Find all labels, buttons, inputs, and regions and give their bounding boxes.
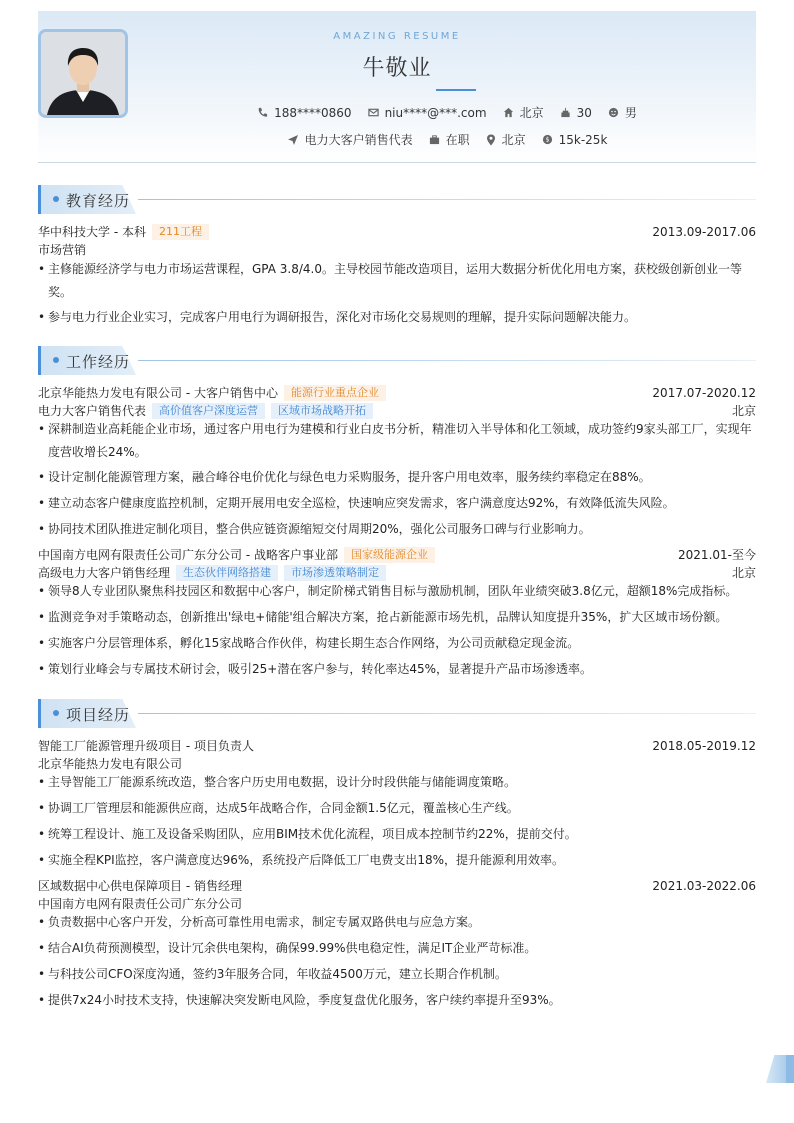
- briefcase-icon: [429, 134, 440, 145]
- age-icon: [560, 107, 571, 118]
- resume-tagline: AMAZING RESUME: [333, 31, 461, 42]
- list-item: • 实施客户分层管理体系，孵化15家战略合作伙伴，构建长期生态合作网络，为公司贡献稳定现金流。: [38, 635, 754, 652]
- school-name: 华中科技大学 - 本科: [38, 225, 146, 239]
- job-target-value: 电力大客户销售代表: [304, 133, 413, 147]
- contact-location: [503, 104, 544, 121]
- contact-age: [560, 106, 592, 120]
- email-icon: [368, 107, 379, 118]
- project-name: 区域数据中心供电保障项目 - 销售经理: [38, 879, 242, 893]
- target-city-value: 北京: [501, 133, 526, 147]
- job-role-row: [38, 564, 756, 581]
- contact-email: [368, 106, 487, 120]
- section-work: [38, 346, 756, 375]
- project-header: [38, 737, 756, 754]
- continuation-text: 度营收增长24%。: [48, 445, 147, 459]
- list-item: • 参与电力行业企业实习，完成客户用电行为调研报告，深化对市场化交易规则的理解，提升实际问题解决能力。: [38, 309, 754, 326]
- job-city: 北京: [731, 566, 756, 580]
- location-pin-icon: [486, 134, 496, 146]
- resume-header: [38, 11, 756, 163]
- section-title: 工作经历: [66, 353, 131, 371]
- list-item: • 设计定制化能源管理方案，融合峰谷电价优化与绿色电力采购服务，提升客户用电效率，服务续约率稳定在88%。: [38, 469, 754, 486]
- gender-value: 男: [624, 106, 637, 120]
- list-item: • 监测竞争对手策略动态，创新推出'绿电+储能'组合解决方案，抢占新能源市场先机，品牌认知度提升35%，扩大区域市场份额。: [38, 609, 754, 626]
- section-divider: [138, 199, 756, 200]
- list-item: • 建立动态客户健康度监控机制，定期开展用电安全巡检，快速响应突发需求，客户满意度达92%，有效降低流失风险。: [38, 495, 754, 512]
- skill-tag: 市场渗透策略制定: [284, 565, 386, 581]
- project-org: 中国南方电网有限责任公司广东分公司: [38, 897, 243, 911]
- job-role: 高级电力大客户销售经理: [38, 566, 171, 580]
- section-divider: [138, 360, 756, 361]
- list-item: • 策划行业峰会与专属技术研讨会，吸引25+潜在客户参与，转化率达45%，显著提升产品市场渗透率。: [38, 661, 754, 678]
- job-role: 电力大客户销售代表: [38, 404, 147, 418]
- send-icon: [287, 134, 299, 146]
- list-item: • 实施全程KPI监控，客户满意度达96%，系统投产后降低工厂电费支出18%，提升能源利用效率。: [38, 852, 754, 869]
- email-value: niu****@***.com: [384, 105, 487, 120]
- phone-value: 188****0860: [274, 105, 352, 120]
- home-icon: [503, 107, 514, 118]
- list-item: • 统筹工程设计、施工及设备采购团队，应用BIM技术优化流程，项目成本控制节约22%，提前交付。: [38, 826, 754, 843]
- list-item-continuation: [38, 444, 754, 461]
- skill-tag: 区域市场战略开拓: [271, 403, 373, 419]
- candidate-name: 牛敬业: [362, 56, 432, 81]
- age-value: 30: [576, 105, 592, 120]
- list-item: • 领导8人专业团队聚焦科技园区和数据中心客户，制定阶梯式销售目标与激励机制，团队年业绩突破3.8亿元，超额18%完成指标。: [38, 583, 754, 600]
- project-org-row: [38, 895, 756, 912]
- list-item: • 提供7x24小时技术支持，快速解决突发断电风险，季度复盘优化服务，客户续约率提升至93%。: [38, 992, 754, 1009]
- job-header: [38, 546, 756, 563]
- status-value: 在职: [445, 133, 470, 147]
- job-dates: 2021.01-至今: [678, 548, 756, 562]
- company-tag: 能源行业重点企业: [284, 385, 386, 401]
- list-item: • 协调工厂管理层和能源供应商，达成5年战略合作，合同金额1.5亿元，覆盖核心生产线。: [38, 800, 754, 817]
- list-item: • 深耕制造业高耗能企业市场，通过客户用电行为建模和行业白皮书分析，精准切入半导体和化工领域，成功签约9家头部工厂，实现年: [38, 421, 754, 438]
- job-intent-row: [138, 131, 756, 148]
- list-item: • 与科技公司CFO深度沟通，签约3年服务合同，年收益4500万元，建立长期合作机制。: [38, 966, 754, 983]
- section-dot: [53, 357, 59, 363]
- section-divider: [138, 713, 756, 714]
- intent-status: [429, 131, 470, 148]
- list-item-continuation: [38, 284, 754, 301]
- company-name: 中国南方电网有限责任公司广东分公司 - 战略客户事业部: [38, 548, 338, 562]
- svg-text:$: $: [545, 135, 550, 144]
- coin-icon: [542, 134, 553, 145]
- location-value: 北京: [519, 106, 544, 120]
- intent-city: [486, 131, 526, 148]
- education-header: [38, 223, 756, 240]
- education-major: [38, 241, 756, 258]
- list-item: • 负责数据中心客户开发，分析高可靠性用电需求，制定专属双路供电与应急方案。: [38, 914, 754, 931]
- job-dates: 2017.07-2020.12: [652, 385, 756, 400]
- intent-salary: [542, 133, 608, 147]
- company-name: 北京华能热力发电有限公司 - 大客户销售中心: [38, 386, 278, 400]
- major-name: 市场营销: [38, 243, 87, 257]
- skill-tag: 生态伙伴网络搭建: [176, 565, 278, 581]
- contact-phone: [257, 106, 351, 120]
- project-dates: 2018.05-2019.12: [652, 738, 756, 753]
- list-item: • 协同技术团队推进定制化项目，整合供应链资源缩短交付周期20%，强化公司服务口碑与行业影响力。: [38, 521, 754, 538]
- section-title: 项目经历: [66, 706, 131, 724]
- contact-gender: [608, 104, 637, 121]
- list-item: • 主导智能工厂能源系统改造，整合客户历史用电数据，设计分时段供能与储能调度策略。: [38, 774, 754, 791]
- phone-icon: [257, 107, 268, 118]
- corner-accent: [786, 1055, 794, 1083]
- section-projects: [38, 699, 756, 728]
- intent-job: [287, 131, 413, 148]
- company-tag: 国家级能源企业: [344, 547, 435, 563]
- contact-row: [138, 104, 756, 121]
- school-tag: 211工程: [152, 224, 209, 240]
- education-dates: 2013.09-2017.06: [652, 224, 756, 239]
- continuation-text: 奖。: [48, 285, 73, 299]
- project-dates: 2021.03-2022.06: [652, 878, 756, 893]
- name-underline: [436, 89, 476, 91]
- section-dot: [53, 196, 59, 202]
- skill-tag: 高价值客户深度运营: [152, 403, 265, 419]
- list-item: • 结合AI负荷预测模型，设计冗余供电架构，确保99.99%供电稳定性，满足IT企业严苛标准。: [38, 940, 754, 957]
- section-title: 教育经历: [66, 192, 131, 210]
- project-org: 北京华能热力发电有限公司: [38, 757, 183, 771]
- salary-value: 15k-25k: [558, 132, 608, 147]
- project-header: [38, 877, 756, 894]
- project-name: 智能工厂能源管理升级项目 - 项目负责人: [38, 739, 254, 753]
- section-education: [38, 185, 756, 214]
- gender-icon: [608, 107, 619, 118]
- job-city: 北京: [731, 404, 756, 418]
- list-item: • 主修能源经济学与电力市场运营课程，GPA 3.8/4.0。主导校园节能改造项目，运用大数据分析优化用电方案，获校级创新创业一等: [38, 261, 754, 278]
- project-org-row: [38, 755, 756, 772]
- job-header: [38, 384, 756, 401]
- section-dot: [53, 710, 59, 716]
- job-role-row: [38, 402, 756, 419]
